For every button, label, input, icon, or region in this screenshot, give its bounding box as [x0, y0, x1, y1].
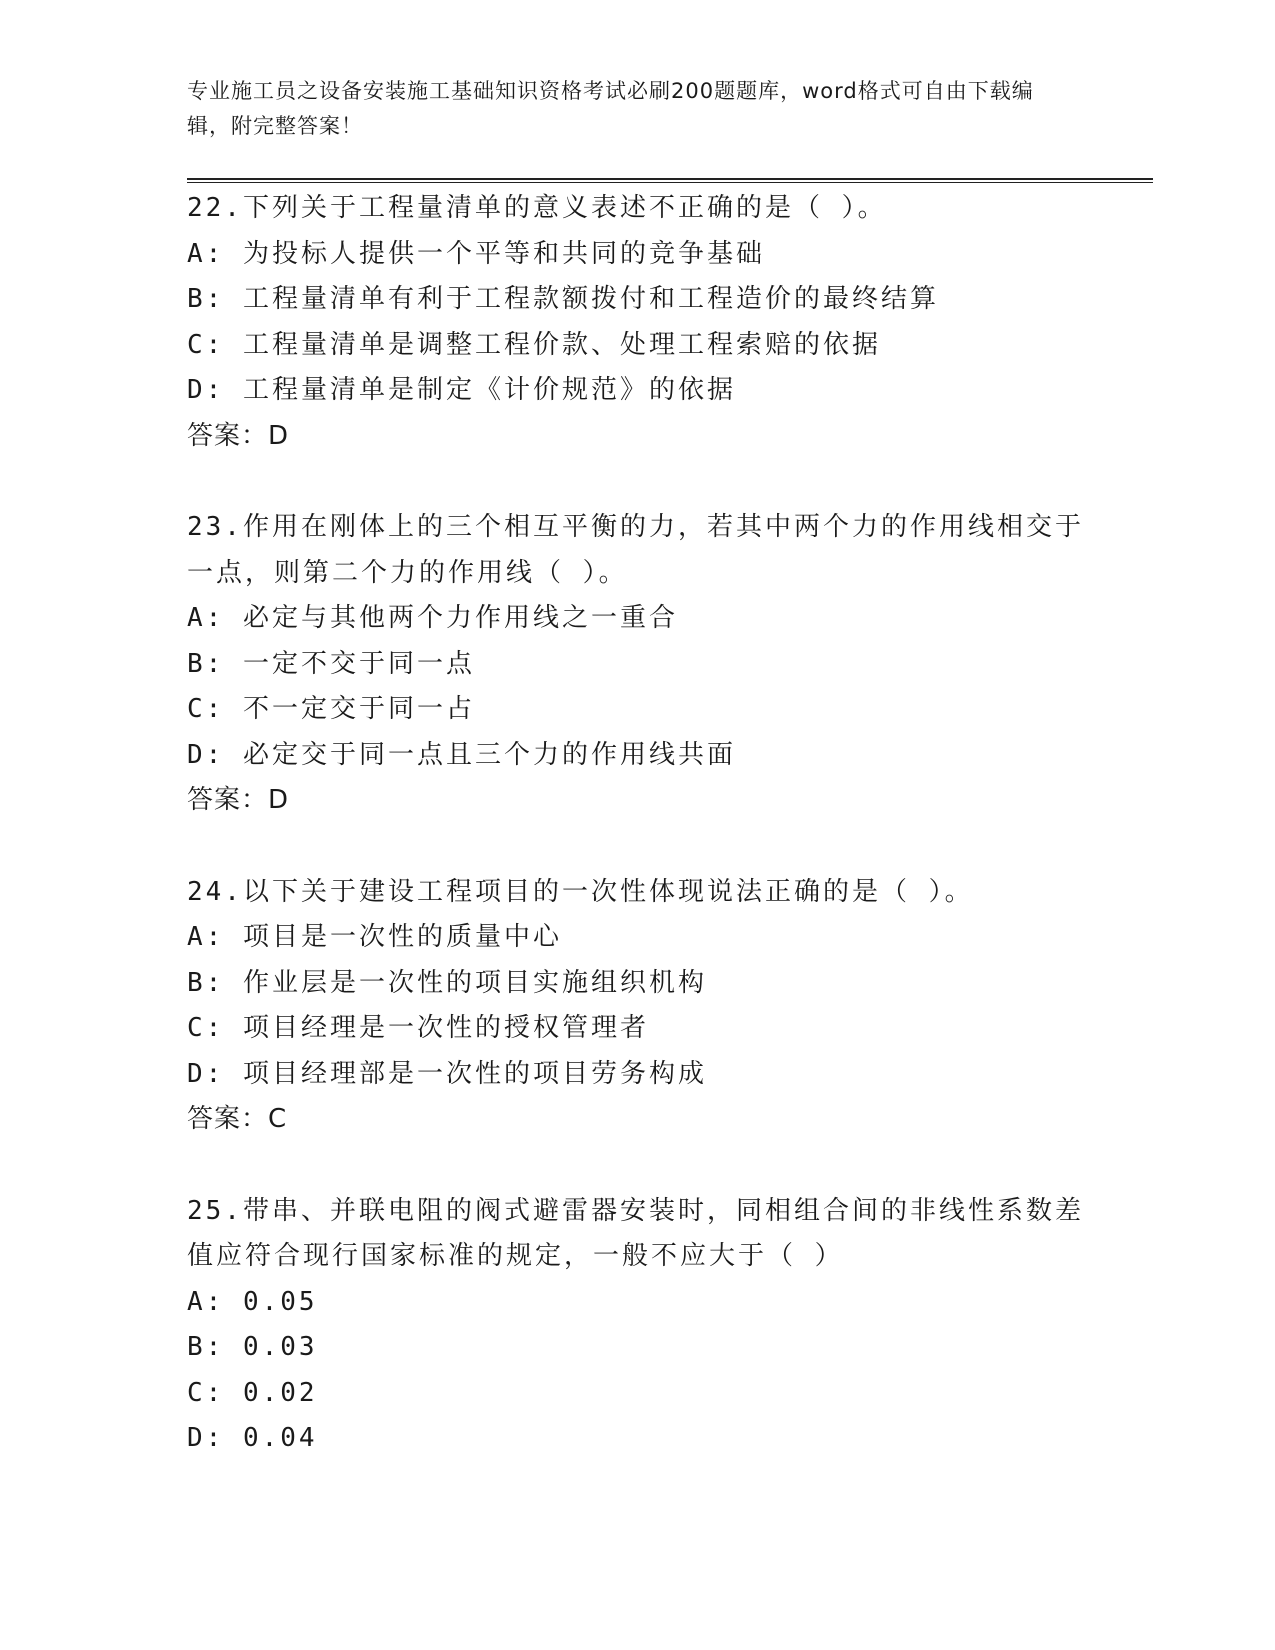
- option-c: C: 项目经理是一次性的授权管理者: [187, 1013, 649, 1043]
- option-d: D: 工程量清单是制定《计价规范》的依据: [187, 375, 736, 405]
- option-a: A: 0.05: [187, 1286, 318, 1317]
- question-24: [187, 870, 1087, 1143]
- answer: 答案：D: [187, 420, 290, 451]
- question-25: [187, 1189, 1087, 1462]
- question-stem: 24.以下关于建设工程项目的一次性体现说法正确的是（ ）。: [187, 876, 974, 907]
- answer: 答案：D: [187, 785, 290, 815]
- question-stem: 23.作用在刚体上的三个相互平衡的力，若其中两个力的作用线相交于一点，则第二个力的作用线（ ）。: [187, 512, 1084, 588]
- question-stem: 22.下列关于工程量清单的意义表述不正确的是（ ）。: [187, 193, 887, 223]
- option-b: B: 工程量清单有利于工程款额拨付和工程造价的最终结算: [187, 284, 939, 314]
- answer: 答案：C: [187, 1104, 288, 1134]
- option-d: D: 0.04: [187, 1423, 318, 1453]
- option-d: D: 必定交于同一点且三个力的作用线共面: [187, 739, 736, 770]
- option-b: B: 0.03: [187, 1332, 318, 1362]
- question-stem: 25.带串、并联电阻的阀式避雷器安装时，同相组合间的非线性系数差值应符合现行国家标准的规定，一般不应大于（ ）: [187, 1195, 1084, 1271]
- option-c: C: 不一定交于同一占: [187, 694, 475, 724]
- question-22: [187, 186, 1087, 459]
- option-a: A: 为投标人提供一个平等和共同的竞争基础: [187, 238, 765, 269]
- header-divider-thin: [187, 182, 1153, 183]
- option-d: D: 项目经理部是一次性的项目劳务构成: [187, 1058, 707, 1089]
- question-23: [187, 505, 1087, 824]
- question-list: [187, 186, 1087, 1508]
- header-divider: [187, 178, 1153, 180]
- option-b: B: 作业层是一次性的项目实施组织机构: [187, 967, 707, 998]
- option-a: A: 项目是一次性的质量中心: [187, 922, 562, 952]
- option-b: B: 一定不交于同一点: [187, 648, 475, 679]
- option-c: C: 0.02: [187, 1377, 318, 1408]
- option-a: A: 必定与其他两个力作用线之一重合: [187, 603, 678, 633]
- option-c: C: 工程量清单是调整工程价款、处理工程索赔的依据: [187, 329, 881, 360]
- document-header: 专业施工员之设备安装施工基础知识资格考试必刷200题题库，word格式可自由下载编辑，附完整答案！: [187, 79, 1034, 138]
